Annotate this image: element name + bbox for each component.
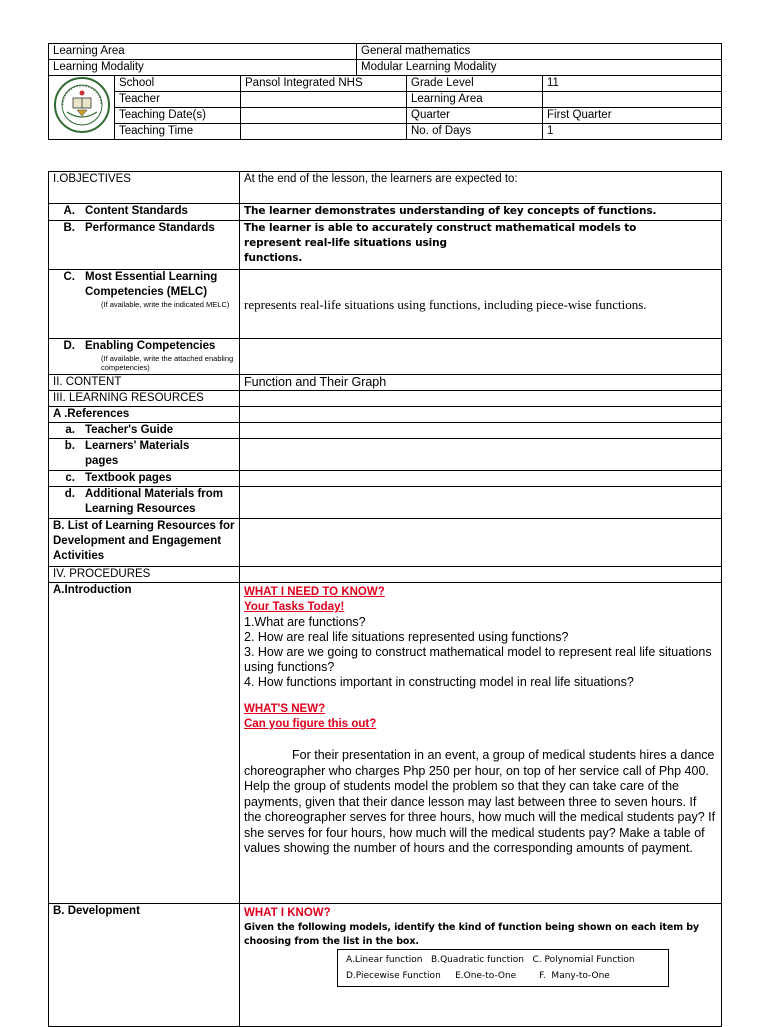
question-4: 4. How functions important in constructing model in real life situations?: [244, 675, 634, 689]
choices-row-1: A.Linear function B.Quadratic function C. Polynomial Function: [346, 955, 635, 965]
item-number: A.: [63, 205, 75, 217]
objectives-title: I.OBJECTIVES: [49, 172, 240, 204]
enabling-competencies-note: (If available, write the attached enabling competencies): [101, 354, 234, 372]
additional-materials-value: [240, 487, 722, 519]
content-title: II. CONTENT: [49, 375, 240, 391]
teaching-dates-label: Teaching Date(s): [115, 108, 241, 124]
function-choices-box: [337, 949, 669, 987]
learning-resources-value: [240, 391, 722, 407]
introduction-row: [49, 583, 722, 904]
no-of-days-value: 1: [543, 124, 722, 140]
header-row: [49, 92, 722, 108]
learners-materials-row: [49, 439, 722, 471]
header-row: [49, 60, 722, 76]
quarter-label: Quarter: [407, 108, 543, 124]
need-to-know-heading: WHAT I NEED TO KNOW?: [244, 586, 385, 598]
teachers-guide-row: [49, 423, 722, 439]
resources-list-label: B. List of Learning Resources for Development and Engagement Activities: [49, 519, 240, 567]
content-value: Function and Their Graph: [240, 375, 722, 391]
references-value: [240, 407, 722, 423]
tasks-today-heading: Your Tasks Today!: [244, 601, 345, 613]
learning-modality-value: Modular Learning Modality: [357, 60, 722, 76]
item-number: B.: [63, 222, 75, 234]
enabling-competencies-cell: [49, 339, 240, 375]
procedures-row: [49, 567, 722, 583]
lesson-plan-table: [48, 171, 722, 1027]
item-number: D.: [63, 340, 75, 352]
melc-text: represents real-life situations using functions, including piece-wise functions.: [240, 270, 722, 339]
quarter-value: First Quarter: [543, 108, 722, 124]
header-table: [48, 43, 722, 140]
header-row: [49, 76, 722, 92]
procedures-value: [240, 567, 722, 583]
content-standards-row: [49, 204, 722, 221]
question-3: 3. How are we going to construct mathematical model to represent real life situations using functions?: [244, 645, 712, 674]
performance-standards-line1: The learner is able to accurately construct mathematical models to represent real-life situations using: [244, 222, 637, 249]
teachers-guide-cell: [49, 423, 240, 439]
performance-standards-text: [240, 221, 722, 270]
development-instructions: Given the following models, identify the kind of function being shown on each item by choosing from the list in the box.: [244, 922, 700, 947]
additional-materials-label: Additional Materials from Learning Resources: [85, 488, 224, 515]
learning-area2-label: Learning Area: [407, 92, 543, 108]
learning-resources-title: III. LEARNING RESOURCES: [49, 391, 240, 407]
resources-list-row: [49, 519, 722, 567]
learning-area-label: Learning Area: [49, 44, 357, 60]
enabling-competencies-row: [49, 339, 722, 375]
melc-label: Most Essential Learning Competencies (MELC): [85, 271, 218, 298]
procedures-title: IV. PROCEDURES: [49, 567, 240, 583]
school-value: Pansol Integrated NHS: [241, 76, 407, 92]
item-number: b.: [64, 440, 75, 452]
enabling-competencies-label: Enabling Competencies: [85, 340, 216, 352]
performance-standards-line2: functions.: [244, 252, 303, 264]
objectives-row: [49, 172, 722, 204]
resources-list-value: [240, 519, 722, 567]
additional-materials-cell: [49, 487, 240, 519]
learners-materials-value: [240, 439, 722, 471]
additional-materials-row: [49, 487, 722, 519]
performance-standards-row: [49, 221, 722, 270]
learners-materials-cell: [49, 439, 240, 471]
item-number: C.: [63, 271, 75, 283]
textbook-pages-value: [240, 471, 722, 487]
school-seal-icon: [53, 76, 111, 134]
content-standards-text: The learner demonstrates understanding of key concepts of functions.: [240, 204, 722, 221]
what-i-know-heading: WHAT I KNOW?: [244, 907, 331, 919]
objectives-intro: At the end of the lesson, the learners are expected to:: [240, 172, 722, 204]
teacher-value: [241, 92, 407, 108]
teachers-guide-label: Teacher's Guide: [85, 424, 174, 436]
learning-area-value: General mathematics: [357, 44, 722, 60]
grade-level-label: Grade Level: [407, 76, 543, 92]
header-row: [49, 108, 722, 124]
melc-note: (If available, write the indicated MELC): [101, 300, 230, 309]
teaching-time-value: [241, 124, 407, 140]
textbook-pages-row: [49, 471, 722, 487]
teaching-time-label: Teaching Time: [115, 124, 241, 140]
melc-cell: [49, 270, 240, 339]
teaching-dates-value: [241, 108, 407, 124]
development-label: B. Development: [49, 904, 240, 1027]
whats-new-heading: WHAT'S NEW?: [244, 703, 326, 715]
header-row: [49, 124, 722, 140]
item-number: a.: [65, 424, 75, 436]
content-row: [49, 375, 722, 391]
learning-area2-value: [543, 92, 722, 108]
textbook-pages-cell: [49, 471, 240, 487]
introduction-content: [240, 583, 722, 904]
performance-standards-cell: [49, 221, 240, 270]
item-number: d.: [64, 488, 75, 500]
no-of-days-label: No. of Days: [407, 124, 543, 140]
references-title: A .References: [49, 407, 240, 423]
header-row: [49, 44, 722, 60]
item-number: c.: [65, 472, 75, 484]
textbook-pages-label: Textbook pages: [85, 472, 172, 484]
question-2: 2. How are real life situations represented using functions?: [244, 630, 569, 644]
figure-out-heading: Can you figure this out?: [244, 718, 377, 730]
introduction-label: A.Introduction: [49, 583, 240, 904]
school-label: School: [115, 76, 241, 92]
problem-story: For their presentation in an event, a group of medical students hires a dance choreographer who charges Php 250 per hour, on top of her service call of Php 400. Help the group of students model the problem so that they can take care of the payments, given that their dance lesson may last between three to seven hours. If the choreographer serves for three hours, how much will the medical students pay? If she serves for four hours, how much will the medical students pay? Make a table of values showing the number of hours and the corresponding amounts of payment.: [244, 748, 716, 855]
question-1: 1.What are functions?: [244, 615, 366, 629]
references-row: [49, 407, 722, 423]
learning-resources-row: [49, 391, 722, 407]
content-standards-cell: [49, 204, 240, 221]
choices-row-2: D.Piecewise Function E.One-to-One F. Many-to-One: [346, 971, 610, 981]
performance-standards-label: Performance Standards: [85, 222, 215, 234]
melc-row: [49, 270, 722, 339]
teachers-guide-value: [240, 423, 722, 439]
teacher-label: Teacher: [115, 92, 241, 108]
school-logo-cell: [49, 76, 115, 140]
learners-materials-label: Learners' Materials pages: [85, 440, 190, 467]
learning-modality-label: Learning Modality: [49, 60, 357, 76]
content-standards-label: Content Standards: [85, 205, 188, 217]
enabling-competencies-value: [240, 339, 722, 375]
grade-level-value: 11: [543, 76, 722, 92]
